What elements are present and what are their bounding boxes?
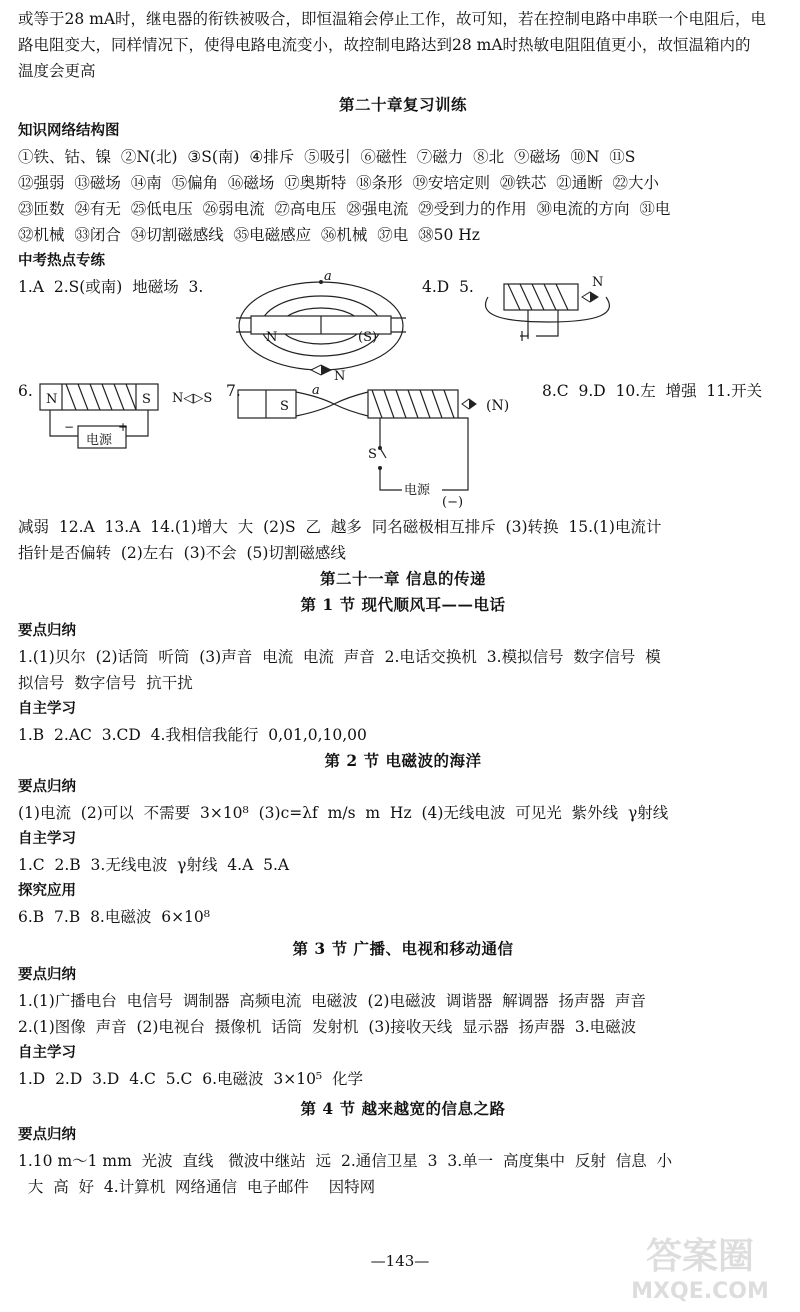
s3-key-line: 2.(1)图像 声音 (2)电视台 摄像机 话筒 发射机 (3)接收天线 显示器 扬声器 3.电磁波	[18, 1018, 637, 1036]
s2-key-line: (1)电流 (2)可以 不需要 3×10⁸ (3)c=λf m/s m Hz (4)无线电波 可见光 紫外线 γ射线	[18, 804, 669, 822]
solenoid-n-paren: (N)	[486, 398, 510, 414]
magnet-a-label: a	[312, 383, 320, 398]
s1-key-line: 拟信号 数字信号 抗干扰	[18, 674, 193, 692]
earth-n-label: N	[266, 330, 278, 345]
power2-label: 电源	[404, 483, 431, 498]
earth-a-label: a	[324, 269, 332, 284]
watermark-logo	[610, 1226, 790, 1306]
network-line: ㉓匝数 ㉔有无 ㉕低电压 ㉖弱电流 ㉗高电压 ㉘强电流 ㉙受到力的作用 ㉚电流的方向 ㉛电	[18, 200, 671, 218]
power-label: 电源	[86, 433, 113, 448]
answer-7: 7.	[226, 382, 241, 400]
solenoid-n-label: N	[592, 275, 604, 290]
intro-line-2: 路电阻变大，同样情况下，使得电路电流变小，故控制电路达到28 mA时热敏电阻阻值更小，故恒温箱内的	[18, 36, 751, 54]
coil-n-label: N	[46, 392, 58, 407]
intro-line-1: 或等于28 mA时，继电器的衔铁被吸合，即恒温箱会停止工作，故可知，若在控制电路中串联一个电阻后，电	[18, 10, 767, 28]
needle-n-label: N	[334, 369, 346, 384]
page-number: —143—	[370, 1252, 430, 1270]
chapter21-title: 第二十一章 信息的传递	[320, 569, 486, 588]
s1-key-heading: 要点归纳	[18, 623, 76, 639]
section3-title: 第 3 节 广播、电视和移动通信	[292, 939, 514, 958]
answer-6: 6.	[18, 382, 33, 400]
network-line: ①铁、钴、镍 ②N(北) ③S(南) ④排斥 ⑤吸引 ⑥磁性 ⑦磁力 ⑧北 ⑨磁场 ⑩N ⑪S	[18, 148, 636, 166]
earth-field-diagram	[236, 274, 406, 379]
watermark-text: 答案圈	[645, 1236, 755, 1277]
coil-s-label: S	[142, 392, 151, 407]
answers-line: 减弱 12.A 13.A 14.(1)增大 大 (2)S 乙 越多 同名磁极相互排斥 (3)转换 15.(1)电流计	[18, 518, 662, 536]
network-heading: 知识网络结构图	[18, 123, 120, 139]
s3-key-line: 1.(1)广播电台 电信号 调制器 高频电流 电磁波 (2)电磁波 调谐器 解调器 扬声器 声音	[18, 992, 646, 1010]
network-line: ㉜机械 ㉝闭合 ㉞切割磁感线 ㉟电磁感应 ㊱机械 ㊲电 ㊳50 Hz	[18, 226, 480, 244]
s4-key-heading: 要点归纳	[18, 1127, 76, 1143]
s2-explore-heading: 探究应用	[18, 883, 76, 899]
network-line: ⑫强弱 ⑬磁场 ⑭南 ⑮偏角 ⑯磁场 ⑰奥斯特 ⑱条形 ⑲安培定则 ⑳铁芯 ㉑通断 ㉒大小	[18, 174, 660, 192]
section1-title: 第 1 节 现代顺风耳——电话	[300, 595, 506, 614]
section4-title: 第 4 节 越来越宽的信息之路	[300, 1099, 506, 1118]
neg-paren-label: (−)	[442, 495, 464, 510]
answers-8-11: 8.C 9.D 10.左 增强 11.开关	[542, 382, 763, 400]
s1-key-line: 1.(1)贝尔 (2)话筒 听筒 (3)声音 电流 电流 声音 2.电话交换机 3.模拟信号 数字信号 模	[18, 648, 661, 666]
chapter20-title: 第二十章复习训练	[338, 95, 467, 114]
page-content	[18, 6, 788, 1200]
s4-key-line: 大 高 好 4.计算机 网络通信 电子邮件 因特网	[18, 1178, 376, 1196]
s3-key-heading: 要点归纳	[18, 967, 76, 983]
minus-label: −	[64, 420, 75, 434]
s1-self-heading: 自主学习	[18, 701, 76, 717]
s2-self-heading: 自主学习	[18, 831, 76, 847]
section2-title: 第 2 节 电磁波的海洋	[324, 751, 482, 770]
answers-line: 指针是否偏转 (2)左右 (3)不会 (5)切割磁感线	[18, 544, 346, 562]
s3-self-heading: 自主学习	[18, 1045, 76, 1061]
ns-mark: N◁▷S	[172, 391, 213, 406]
intro-line-3: 温度会更高	[18, 62, 96, 80]
s2-self-line: 1.C 2.B 3.无线电波 γ射线 4.A 5.A	[18, 856, 290, 874]
answers-1-3: 1.A 2.S(或南) 地磁场 3.	[18, 278, 204, 296]
earth-s-label: (S)	[358, 330, 378, 345]
switch-label: S	[368, 447, 377, 462]
s2-key-heading: 要点归纳	[18, 779, 76, 795]
hot-heading: 中考热点专练	[18, 253, 105, 269]
diagram-region	[18, 269, 788, 514]
s4-key-line: 1.10 m～1 mm 光波 直线 微波中继站 远 2.通信卫星 3 3.单一 高度集中 反射 信息 小	[18, 1152, 673, 1170]
watermark-url: MXQE.COM	[631, 1279, 769, 1304]
answers-4-5: 4.D 5.	[422, 278, 474, 296]
s3-self-line: 1.D 2.D 3.D 4.C 5.C 6.电磁波 3×10⁵ 化学	[18, 1070, 363, 1088]
magnet-s-label: S	[280, 399, 289, 414]
plus-label: +	[118, 420, 129, 434]
s1-self-line: 1.B 2.AC 3.CD 4.我相信我能行 0,01,0,10,00	[18, 726, 367, 744]
s2-explore-line: 6.B 7.B 8.电磁波 6×10⁸	[18, 908, 210, 926]
